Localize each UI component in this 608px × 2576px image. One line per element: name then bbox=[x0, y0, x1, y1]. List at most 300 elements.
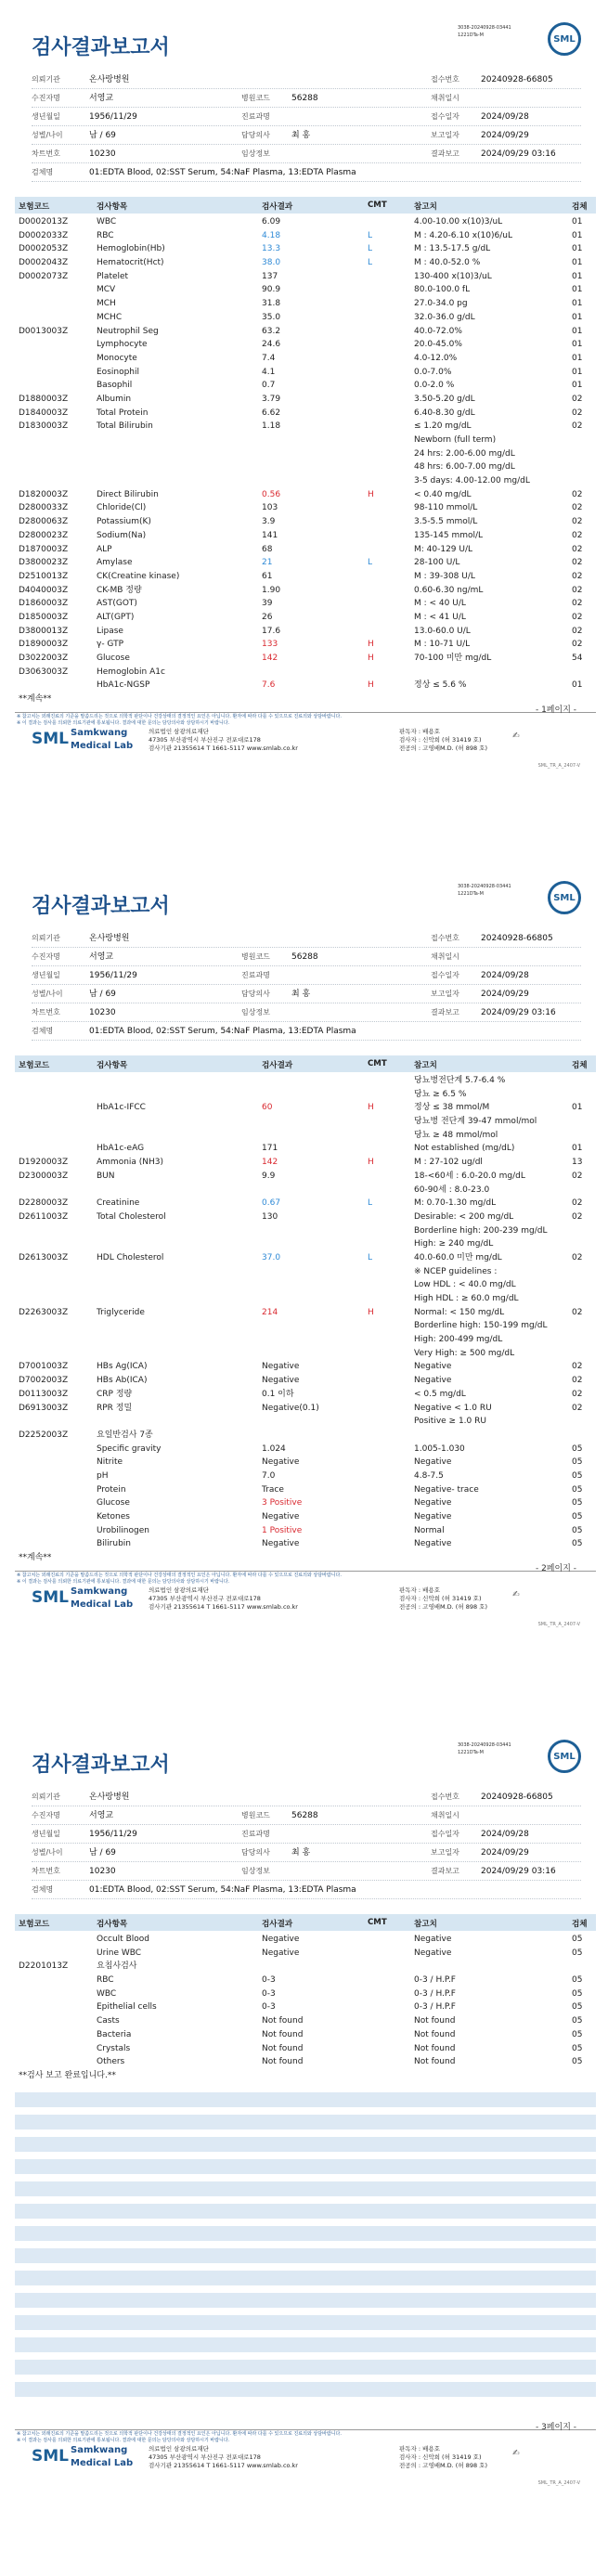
blank-row bbox=[15, 2337, 596, 2352]
row-result: Negative bbox=[262, 1935, 300, 1944]
row-specimen: 05 bbox=[572, 2057, 583, 2067]
patient-name-label: 수진자명 bbox=[32, 952, 60, 961]
patient-info-block bbox=[32, 71, 581, 182]
collect-date-label: 채취일시 bbox=[431, 952, 459, 961]
lab-address-line1: 의료법인 삼광의료재단 bbox=[149, 2445, 209, 2453]
row-reference: M : < 41 U/L bbox=[414, 612, 466, 622]
form-code: SML_TR_A_2407-V bbox=[537, 2480, 580, 2486]
row-reference: 4.8-7.5 bbox=[414, 1470, 444, 1481]
row-specimen: 01 bbox=[572, 381, 583, 391]
row-test-name: HbA1c-eAG bbox=[97, 1144, 145, 1154]
row-cmt-flag: L bbox=[368, 230, 373, 240]
row-specimen: 02 bbox=[572, 408, 583, 418]
row-test-name: 요침사검사 bbox=[97, 1961, 137, 1972]
row-result: 9.9 bbox=[262, 1171, 276, 1181]
row-test-name: Occult Blood bbox=[97, 1935, 149, 1944]
row-specimen: 05 bbox=[572, 1988, 583, 1999]
row-result: Negative bbox=[262, 1512, 300, 1521]
row-reference: Not found bbox=[414, 2043, 456, 2053]
info-row-specimen bbox=[32, 1022, 581, 1041]
row-reference: 40.0-60.0 미만 mg/dL bbox=[414, 1252, 502, 1262]
row-reference: 13.0-60.0 U/L bbox=[414, 626, 471, 636]
row-result: 130 bbox=[262, 1211, 278, 1222]
row-result: 61 bbox=[262, 571, 273, 581]
row-reference: Borderline high: 200-239 mg/dL bbox=[414, 1225, 548, 1236]
report-title: 검사결과보고서 bbox=[32, 1754, 170, 1777]
row-test-name: CRP 정량 bbox=[97, 1389, 133, 1399]
table-row bbox=[15, 488, 596, 502]
results-table bbox=[15, 1933, 596, 2083]
hospital-code-label: 병원코드 bbox=[241, 952, 270, 961]
row-test-name: Crystals bbox=[97, 2043, 131, 2053]
table-row bbox=[15, 229, 596, 243]
row-test-name: Hematocrit(Hct) bbox=[97, 258, 164, 268]
table-row bbox=[15, 1251, 596, 1265]
row-specimen: 02 bbox=[572, 421, 583, 432]
institution-value: 온사랑병원 bbox=[89, 1793, 130, 1802]
lab-address bbox=[149, 1586, 298, 1612]
row-specimen: 02 bbox=[572, 1211, 583, 1222]
col-cmt-header: CMT bbox=[368, 1059, 387, 1068]
patient-name-label: 수진자명 bbox=[32, 94, 60, 102]
doctor-label: 담당의사 bbox=[241, 131, 270, 139]
col-ref-header: 참고치 bbox=[414, 1061, 437, 1070]
col-test-header: 검사항목 bbox=[97, 202, 128, 212]
col-test-header: 검사항목 bbox=[97, 1920, 128, 1929]
lab-address bbox=[149, 2445, 298, 2470]
row-cmt-flag: H bbox=[368, 1307, 374, 1317]
table-row bbox=[15, 297, 596, 311]
report-title: 검사결과보고서 bbox=[32, 895, 170, 918]
row-code: D3063003Z bbox=[19, 667, 69, 677]
table-row bbox=[15, 1374, 596, 1388]
row-code: D2263003Z bbox=[19, 1307, 69, 1317]
row-test-name: Total Cholesterol bbox=[97, 1211, 166, 1222]
table-row bbox=[15, 352, 596, 366]
table-row bbox=[15, 1483, 596, 1497]
resident-line: 전공의 : 고영배M.D. (허 898 호) bbox=[399, 2462, 487, 2469]
row-specimen: 01 bbox=[572, 258, 583, 268]
sex-age-value: 남 / 69 bbox=[89, 131, 116, 140]
blank-row bbox=[15, 2248, 596, 2263]
row-specimen: 01 bbox=[572, 680, 583, 691]
table-row bbox=[15, 1456, 596, 1469]
row-test-name: WBC bbox=[97, 1988, 117, 1999]
row-reference: 당뇨병 전단계 39-47 mmol/mol bbox=[414, 1117, 537, 1127]
doctor-value: 최 홍 bbox=[291, 990, 311, 999]
info-row-sex bbox=[32, 985, 581, 1003]
col-specimen-header: 검체 bbox=[572, 1920, 588, 1929]
table-row bbox=[15, 325, 596, 339]
row-cmt-flag: H bbox=[368, 654, 374, 663]
row-reference: 80.0-100.0 fL bbox=[414, 285, 471, 295]
row-result: 6.09 bbox=[262, 217, 281, 227]
row-test-name: Platelet bbox=[97, 271, 129, 281]
row-result: 142 bbox=[262, 654, 278, 663]
row-test-name: Total Bilirubin bbox=[97, 421, 153, 432]
lab-name-line2: Medical Lab bbox=[71, 741, 134, 751]
receipt-no-label: 접수번호 bbox=[431, 1793, 459, 1801]
row-result: Negative bbox=[262, 1457, 300, 1468]
row-reference: ※ NCEP guidelines : bbox=[414, 1266, 498, 1276]
receipt-date-label: 접수일자 bbox=[431, 1830, 459, 1838]
row-specimen: 02 bbox=[572, 1198, 583, 1209]
row-specimen: 01 bbox=[572, 299, 583, 309]
table-row bbox=[15, 1388, 596, 1402]
report-page-1 bbox=[0, 0, 608, 859]
row-reference: Positive ≥ 1.0 RU bbox=[414, 1417, 486, 1427]
footer-note-1: ※ 참고치는 외래진료의 기준을 말씀드리는 것으로 의학적 판단이나 건강상태의 결정적인 요인은 아닙니다. 환자에 따라 다를 수 있으므로 진료의와 상담바랍니다. bbox=[17, 1573, 342, 1578]
table-row bbox=[15, 1129, 596, 1143]
results-table-header bbox=[15, 1914, 596, 1931]
row-code: D0002073Z bbox=[19, 271, 69, 281]
row-code: D7001003Z bbox=[19, 1362, 69, 1372]
tester-line: 검사자 : 신악희 (허 31419 호) bbox=[399, 1595, 482, 1602]
row-cmt-flag: H bbox=[368, 1103, 374, 1113]
info-row-birth bbox=[32, 1825, 581, 1844]
institution-value: 온사랑병원 bbox=[89, 934, 130, 943]
row-reference: 28-100 U/L bbox=[414, 558, 460, 568]
row-cmt-flag: L bbox=[368, 558, 373, 568]
row-test-name: Lymphocyte bbox=[97, 340, 148, 350]
row-reference: Negative bbox=[414, 1935, 452, 1944]
row-test-name: Urine WBC bbox=[97, 1948, 142, 1958]
row-test-name: Creatinine bbox=[97, 1198, 140, 1209]
report-date-label: 보고일자 bbox=[431, 1848, 459, 1857]
row-specimen: 01 bbox=[572, 217, 583, 227]
row-reference: Negative bbox=[414, 1512, 452, 1521]
table-row bbox=[15, 1551, 596, 1565]
row-reference: 3.50-5.20 g/dL bbox=[414, 394, 475, 404]
row-specimen: 05 bbox=[572, 1948, 583, 1958]
row-result: 1.90 bbox=[262, 585, 281, 595]
row-code: D1880003Z bbox=[19, 394, 69, 404]
table-row bbox=[15, 2055, 596, 2069]
blank-row bbox=[15, 2271, 596, 2285]
patient-name-value: 서영교 bbox=[89, 952, 114, 962]
table-row bbox=[15, 693, 596, 706]
result-time-label: 결과보고 bbox=[431, 1008, 459, 1016]
table-row bbox=[15, 1292, 596, 1306]
row-code: D6913003Z bbox=[19, 1403, 69, 1413]
table-row bbox=[15, 2000, 596, 2014]
col-ref-header: 참고치 bbox=[414, 202, 437, 212]
row-specimen: 02 bbox=[572, 544, 583, 554]
row-specimen: 02 bbox=[572, 558, 583, 568]
row-code: D2800023Z bbox=[19, 530, 69, 540]
table-row bbox=[15, 1210, 596, 1224]
row-specimen: 05 bbox=[572, 1525, 583, 1535]
blank-row bbox=[15, 2181, 596, 2196]
row-reference: < 0.5 mg/dL bbox=[414, 1389, 466, 1399]
specimen-label: 검체명 bbox=[32, 1885, 54, 1894]
row-result: Negative bbox=[262, 1539, 300, 1549]
info-row-sex bbox=[32, 1844, 581, 1862]
report-date-value: 2024/09/29 bbox=[481, 990, 529, 999]
row-reference: M : 4.20-6.10 x(10)6/uL bbox=[414, 230, 512, 240]
row-specimen: 05 bbox=[572, 1975, 583, 1986]
lab-address-line1: 의료법인 삼광의료재단 bbox=[149, 1586, 209, 1594]
blank-row bbox=[15, 2226, 596, 2241]
table-row bbox=[15, 556, 596, 570]
row-code: D0013003Z bbox=[19, 326, 69, 336]
table-row bbox=[15, 2028, 596, 2042]
chart-no-value: 10230 bbox=[89, 1008, 116, 1017]
row-result: 214 bbox=[262, 1307, 278, 1317]
table-row bbox=[15, 1960, 596, 1974]
table-row bbox=[15, 270, 596, 284]
row-code: **계속** bbox=[19, 694, 52, 705]
row-reference: 130-400 x(10)3/uL bbox=[414, 271, 492, 281]
row-specimen: 02 bbox=[572, 394, 583, 404]
form-code: SML_TR_A_2407-V bbox=[537, 763, 580, 769]
row-result: Negative bbox=[262, 1948, 300, 1958]
patient-info-block bbox=[32, 929, 581, 1041]
row-code: D1830003Z bbox=[19, 421, 69, 432]
table-row bbox=[15, 1265, 596, 1279]
row-reference: Desirable: < 200 mg/dL bbox=[414, 1211, 514, 1222]
row-specimen: 05 bbox=[572, 2043, 583, 2053]
signatories bbox=[399, 2445, 487, 2470]
specimen-value: 01:EDTA Blood, 02:SST Serum, 54:NaF Plasma, 13:EDTA Plasma bbox=[89, 1885, 356, 1895]
department-label: 진료과명 bbox=[241, 1830, 270, 1838]
col-result-header: 검사결과 bbox=[262, 1920, 293, 1929]
row-test-name: Bacteria bbox=[97, 2029, 132, 2039]
row-test-name: ALP bbox=[97, 544, 112, 554]
row-reference: Normal bbox=[414, 1525, 445, 1535]
row-code: D0002053Z bbox=[19, 244, 69, 254]
row-specimen: 05 bbox=[572, 2002, 583, 2013]
row-reference: High: ≥ 240 mg/dL bbox=[414, 1239, 494, 1249]
patient-name-value: 서영교 bbox=[89, 1811, 114, 1820]
row-test-name: BUN bbox=[97, 1171, 115, 1181]
row-specimen: 02 bbox=[572, 530, 583, 540]
footer-note-2: ※ 이 결과는 검사를 의뢰한 의료기관에 통보됩니다. 결과에 대한 문의는 담당의사와 상담하시기 바랍니다. bbox=[17, 1579, 230, 1585]
row-cmt-flag: L bbox=[368, 1198, 373, 1209]
row-result: 1.024 bbox=[262, 1443, 286, 1454]
row-result: 142 bbox=[262, 1158, 278, 1168]
row-reference: Negative < 1.0 RU bbox=[414, 1403, 492, 1413]
row-reference: 4.0-12.0% bbox=[414, 353, 458, 363]
row-code: D2611003Z bbox=[19, 1211, 69, 1222]
row-result: 1 Positive bbox=[262, 1525, 303, 1535]
table-row bbox=[15, 1974, 596, 1987]
resident-line: 전공의 : 고영배M.D. (허 898 호) bbox=[399, 1603, 487, 1611]
barcode-label: 3038-20240928-03441 1221DTa-M bbox=[458, 25, 511, 38]
row-result: 26 bbox=[262, 612, 273, 622]
row-code: D1920003Z bbox=[19, 1158, 69, 1168]
col-code-header: 보험코드 bbox=[19, 202, 50, 212]
row-result: 3.9 bbox=[262, 517, 276, 527]
row-reference: 3.5-5.5 mmol/L bbox=[414, 517, 478, 527]
row-result: 17.6 bbox=[262, 626, 281, 636]
birth-value: 1956/11/29 bbox=[89, 1830, 137, 1839]
row-result: 4.18 bbox=[262, 230, 281, 240]
row-result: 37.0 bbox=[262, 1252, 281, 1262]
row-code: D2201013Z bbox=[19, 1961, 69, 1972]
table-row bbox=[15, 1142, 596, 1156]
row-reference: 24 hrs: 2.00-6.00 mg/dL bbox=[414, 448, 515, 459]
row-reference: 32.0-36.0 g/dL bbox=[414, 312, 475, 322]
report-date-label: 보고일자 bbox=[431, 131, 459, 139]
row-specimen: 02 bbox=[572, 1376, 583, 1386]
row-test-name: Triglyceride bbox=[97, 1307, 145, 1317]
row-reference: 20.0-45.0% bbox=[414, 340, 462, 350]
footer-note-2: ※ 이 결과는 검사를 의뢰한 의료기관에 통보됩니다. 결과에 대한 문의는 담당의사와 상담하시기 바랍니다. bbox=[17, 2438, 230, 2443]
row-specimen: 05 bbox=[572, 2029, 583, 2039]
doctor-label: 담당의사 bbox=[241, 990, 270, 998]
row-reference: Very High: ≥ 500 mg/dL bbox=[414, 1348, 515, 1358]
table-row bbox=[15, 543, 596, 557]
table-row bbox=[15, 1115, 596, 1129]
row-reference: Negative bbox=[414, 1539, 452, 1549]
samkwang-logo-mark: SML bbox=[32, 2447, 69, 2466]
form-code: SML_TR_A_2407-V bbox=[537, 1622, 580, 1627]
row-specimen: 02 bbox=[572, 1307, 583, 1317]
row-reference: Low HDL : < 40.0 mg/dL bbox=[414, 1280, 516, 1290]
info-row-institution bbox=[32, 1788, 581, 1806]
table-row bbox=[15, 283, 596, 297]
sml-logo: SML bbox=[548, 22, 581, 56]
row-specimen: 02 bbox=[572, 1389, 583, 1399]
row-result: 31.8 bbox=[262, 299, 281, 309]
table-row bbox=[15, 638, 596, 652]
row-reference: Negative bbox=[414, 1457, 452, 1468]
row-reference: 6.40-8.30 g/dL bbox=[414, 408, 475, 418]
row-result: Not found bbox=[262, 2057, 304, 2067]
doctor-value: 최 홍 bbox=[291, 131, 311, 140]
row-specimen: 02 bbox=[572, 626, 583, 636]
specimen-value: 01:EDTA Blood, 02:SST Serum, 54:NaF Plasma, 13:EDTA Plasma bbox=[89, 1027, 356, 1036]
row-result: Not found bbox=[262, 2029, 304, 2039]
row-cmt-flag: H bbox=[368, 1158, 374, 1168]
blank-row bbox=[15, 2315, 596, 2330]
row-specimen: 02 bbox=[572, 585, 583, 595]
row-result: 0-3 bbox=[262, 1975, 276, 1986]
col-specimen-header: 검체 bbox=[572, 202, 588, 212]
row-code: D4040003Z bbox=[19, 585, 69, 595]
row-reference: 27.0-34.0 pg bbox=[414, 299, 468, 309]
row-result: 141 bbox=[262, 530, 278, 540]
row-reference: 40.0-72.0% bbox=[414, 326, 462, 336]
row-code: D2800033Z bbox=[19, 503, 69, 513]
clinical-info-label: 임상정보 bbox=[241, 1867, 270, 1875]
table-row bbox=[15, 1197, 596, 1210]
row-test-name: Amylase bbox=[97, 558, 133, 568]
table-row bbox=[15, 2014, 596, 2028]
blank-row bbox=[15, 2360, 596, 2375]
row-specimen: 05 bbox=[572, 1539, 583, 1549]
row-specimen: 01 bbox=[572, 340, 583, 350]
table-row bbox=[15, 515, 596, 529]
row-result: 7.0 bbox=[262, 1470, 276, 1481]
row-code: D2510013Z bbox=[19, 571, 69, 581]
blank-row bbox=[15, 2092, 596, 2107]
lab-address bbox=[149, 728, 298, 753]
row-result: 21 bbox=[262, 558, 273, 568]
collect-date-label: 채취일시 bbox=[431, 94, 459, 102]
row-reference: 135-145 mmol/L bbox=[414, 530, 484, 540]
receipt-date-value: 2024/09/28 bbox=[481, 1830, 529, 1839]
page-number: - 2페이지 - bbox=[535, 1564, 576, 1573]
row-reference: 0-3 / H.P.F bbox=[414, 2002, 456, 2013]
row-test-name: Potassium(K) bbox=[97, 517, 151, 527]
table-row bbox=[15, 1443, 596, 1456]
row-result: 60 bbox=[262, 1103, 273, 1113]
row-test-name: RPR 정밀 bbox=[97, 1403, 133, 1413]
row-specimen: 05 bbox=[572, 1512, 583, 1521]
chart-no-label: 차트번호 bbox=[32, 1008, 60, 1016]
row-result: 38.0 bbox=[262, 258, 281, 268]
sex-age-value: 남 / 69 bbox=[89, 990, 116, 999]
barcode-label: 3038-20240928-03441 1221DTa-M bbox=[458, 884, 511, 897]
receipt-no-label: 접수번호 bbox=[431, 934, 459, 942]
row-cmt-flag: L bbox=[368, 258, 373, 268]
row-result: 7.6 bbox=[262, 680, 276, 691]
chart-no-label: 차트번호 bbox=[32, 1867, 60, 1875]
row-specimen: 02 bbox=[572, 612, 583, 622]
row-result: Trace bbox=[262, 1484, 284, 1495]
info-row-birth bbox=[32, 108, 581, 126]
row-reference: 0.60-6.30 ng/mL bbox=[414, 585, 484, 595]
table-row bbox=[15, 1429, 596, 1443]
table-row bbox=[15, 1088, 596, 1102]
row-result: 0-3 bbox=[262, 2002, 276, 2013]
row-result: 90.9 bbox=[262, 285, 281, 295]
row-result: 63.2 bbox=[262, 326, 281, 336]
row-code: D2800063Z bbox=[19, 517, 69, 527]
footer-divider bbox=[15, 712, 596, 713]
row-reference: M : 10-71 U/L bbox=[414, 640, 471, 650]
result-time-value: 2024/09/29 03:16 bbox=[481, 1867, 556, 1876]
row-specimen: 05 bbox=[572, 1484, 583, 1495]
row-specimen: 01 bbox=[572, 230, 583, 240]
blank-rows bbox=[15, 2092, 596, 2404]
blank-row bbox=[15, 2293, 596, 2308]
institution-label: 의뢰기관 bbox=[32, 1793, 60, 1801]
row-test-name: AST(GOT) bbox=[97, 599, 137, 609]
chart-no-value: 10230 bbox=[89, 1867, 116, 1876]
row-test-name: Sodium(Na) bbox=[97, 530, 147, 540]
table-row bbox=[15, 1333, 596, 1347]
result-time-label: 결과보고 bbox=[431, 1867, 459, 1875]
lab-address-line2: 47305 부산광역시 부산진구 전포대로178 bbox=[149, 1595, 261, 1602]
row-specimen: 01 bbox=[572, 244, 583, 254]
info-row-institution bbox=[32, 71, 581, 89]
row-result: 13.3 bbox=[262, 244, 281, 254]
row-test-name: Casts bbox=[97, 2016, 120, 2026]
tester-line: 검사자 : 신악희 (허 31419 호) bbox=[399, 2453, 482, 2461]
row-result: 0.7 bbox=[262, 381, 276, 391]
row-test-name: Urobilinogen bbox=[97, 1525, 149, 1535]
row-result: 7.4 bbox=[262, 353, 276, 363]
info-row-specimen bbox=[32, 163, 581, 182]
row-reference: 당뇨병전단계 5.7-6.4 % bbox=[414, 1076, 506, 1085]
row-test-name: Hemoglobin(Hb) bbox=[97, 244, 165, 254]
signatories bbox=[399, 728, 487, 753]
row-code: D1820003Z bbox=[19, 489, 69, 499]
table-row bbox=[15, 242, 596, 256]
table-row bbox=[15, 1319, 596, 1333]
row-reference: Not established (mg/dL) bbox=[414, 1144, 515, 1154]
info-row-specimen bbox=[32, 1881, 581, 1899]
row-test-name: CK-MB 정량 bbox=[97, 585, 142, 595]
specimen-label: 검체명 bbox=[32, 1027, 54, 1035]
row-test-name: ALT(GPT) bbox=[97, 612, 135, 622]
row-specimen: 02 bbox=[572, 503, 583, 513]
page-number: - 1페이지 - bbox=[535, 705, 576, 715]
row-test-name: 요일반검사 7종 bbox=[97, 1430, 153, 1440]
